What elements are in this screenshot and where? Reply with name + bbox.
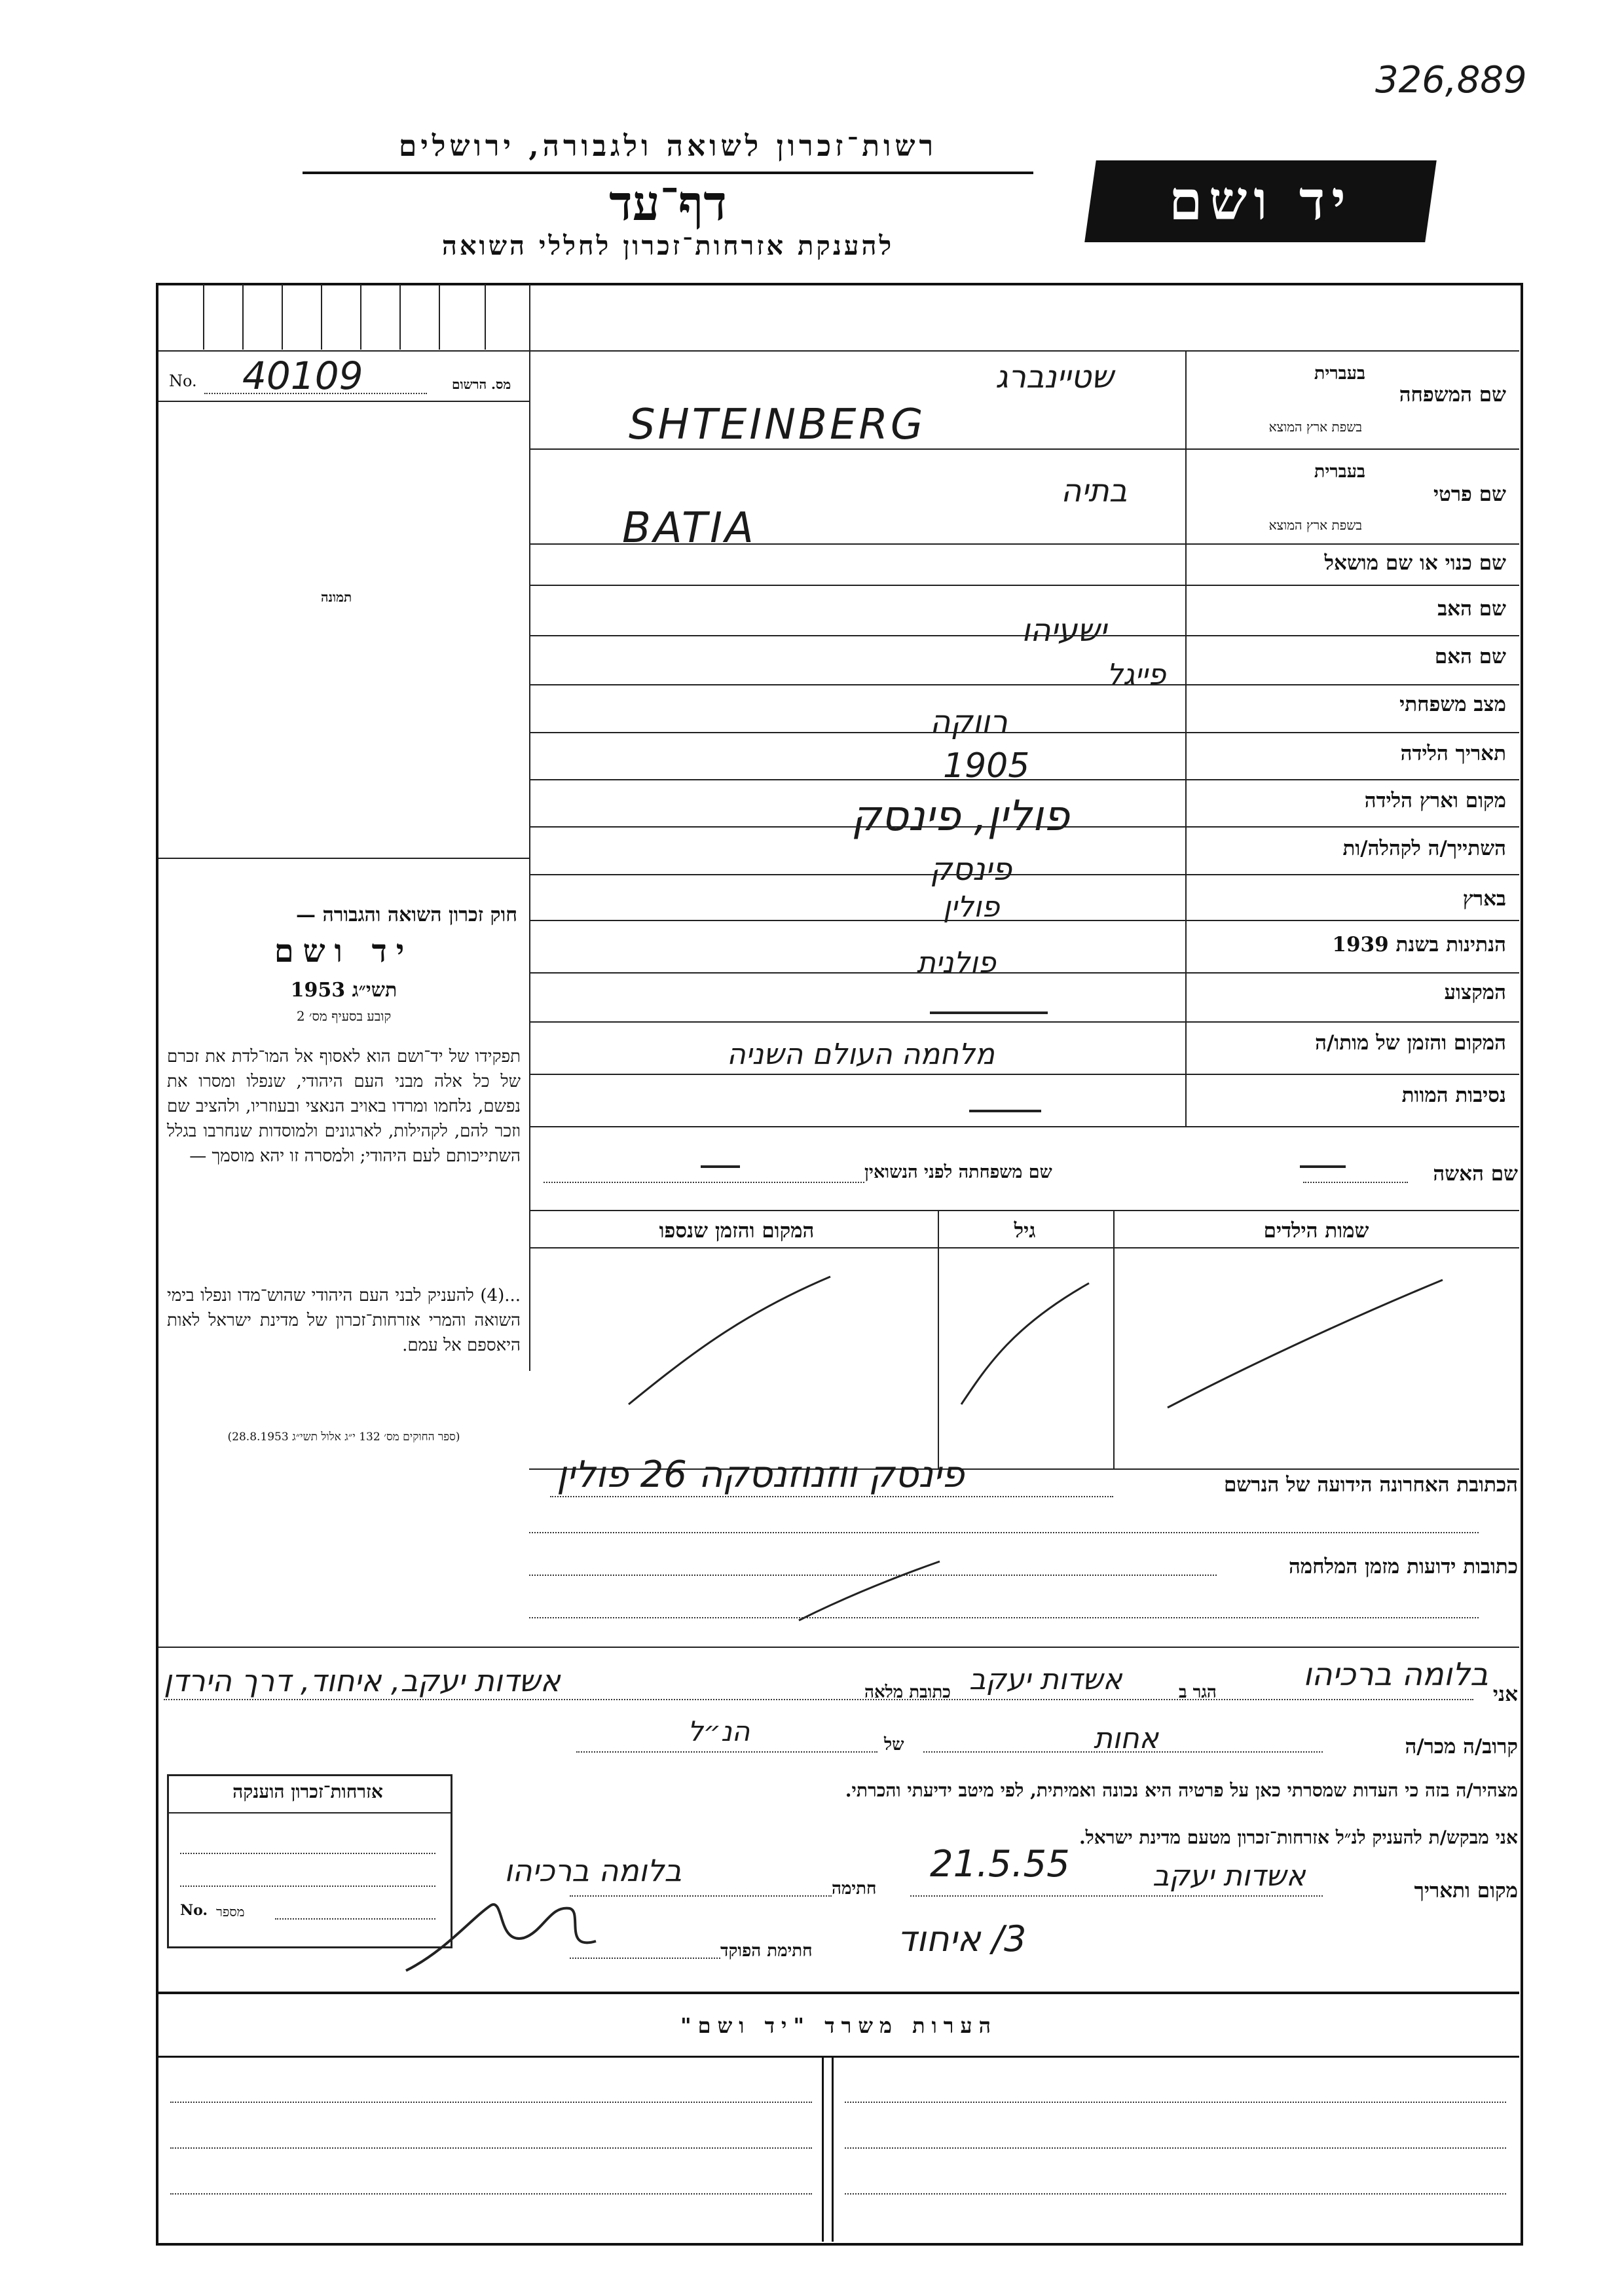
birth-date-value: 1905	[943, 746, 1030, 786]
law-para2: ...(4) להעניק לבני העם היהודי שהוש־מדו ונפלו בימי השואה והמרי אזרחות־זכרון של מדינת ישראל לאות היאספם אל עמם.	[167, 1286, 521, 1355]
registration-heb-label: מס. הרשום	[452, 376, 511, 392]
declarant-i-label: אני	[1492, 1683, 1518, 1706]
family-name-label: שם המשפחה	[1399, 383, 1506, 407]
father-label: שם האב	[1437, 597, 1506, 621]
family-name-hebrew: שטיינברג	[995, 359, 1114, 395]
statement-1: מצהיר/ה בזה כי העדות שמסרתי כאן על פרטיה היא נכונה ואמיתית, לפי מיטב ידיעתי והכרתי.	[845, 1779, 1518, 1801]
photo-label: תמונה	[321, 589, 352, 605]
declarant-resident-label: הגר ב	[1179, 1683, 1217, 1702]
last-address-label: הכתובת האחרונה הידועה של הנרשם	[1223, 1473, 1518, 1497]
community-value: פינסק	[930, 851, 1012, 888]
declarant-address-label: כתובת מלאה	[864, 1683, 951, 1702]
citizenship-box-no: No.	[180, 1902, 208, 1919]
law-source: (ספר החוקים מס׳ 132 י״ג אלול תשי״ג 28.8.1953)	[227, 1430, 460, 1444]
birth-date-label: תאריך הלידה	[1400, 742, 1506, 765]
first-name-origin: BATIA	[622, 504, 756, 553]
death-place-label: המקום והזמן של מותו/ה	[1315, 1031, 1506, 1055]
citizenship-box-title: אזרחות־זכרון הוענקה	[232, 1781, 383, 1802]
registration-no-label: No.	[169, 372, 197, 390]
authority-title: רשות־זכרון לשואה ולגבורה, ירושלים	[398, 130, 938, 163]
citizenship-box-number-label: מספר	[216, 1904, 245, 1920]
notes-title: הערות משרד "יד ושם"	[680, 2013, 998, 2038]
children-strikeouts	[529, 1247, 1519, 1468]
last-address-value: פינסק ווזנוזנסקה 26 פולין	[557, 1453, 965, 1496]
relative-label: קרוב/ה מכר/ה	[1405, 1735, 1518, 1758]
citizenship-label: הנתינות בשנת 1939	[1332, 933, 1506, 957]
country-label: בארץ	[1462, 887, 1506, 911]
logo-text: יד ושם	[1169, 170, 1352, 232]
mother-value: פייגל	[1107, 658, 1166, 691]
law-name: יד ושם	[274, 933, 414, 970]
father-value: ישעיהו	[1022, 612, 1107, 649]
war-addresses-strikeout	[786, 1552, 956, 1630]
family-name-origin-label: בשפת ארץ המוצא	[1268, 419, 1362, 435]
wife-label: שם האשה	[1433, 1162, 1518, 1186]
community-label: השתייך/ה לקהלה/ות	[1342, 837, 1506, 860]
officer-value: 3/ איחוד	[897, 1918, 1027, 1959]
form-title: דף־עד	[609, 175, 727, 232]
nickname-label: שם כנוי או שם מושאל	[1324, 551, 1506, 575]
marital-label: מצב משפחתי	[1399, 693, 1506, 716]
of-value: הנ״ל	[688, 1715, 750, 1747]
citizenship-value: פולנית	[917, 946, 996, 979]
law-year: תשי״ג 1953	[290, 979, 397, 1002]
children-place-header: המקום והזמן שנספו	[659, 1219, 815, 1243]
mother-label: שם האם	[1434, 645, 1506, 668]
marital-value: רווקה	[930, 704, 1008, 740]
children-names-header: שמות הילדים	[1263, 1219, 1369, 1243]
law-title: חוק זכרון השואה והגבורה —	[296, 903, 517, 926]
signature-label: חתימה	[832, 1879, 877, 1899]
first-name-origin-label: בשפת ארץ המוצא	[1268, 517, 1362, 533]
profession-label: המקצוע	[1444, 981, 1506, 1004]
law-clause: קובע בסעיף מס׳ 2	[296, 1008, 392, 1024]
family-name-hebrew-label: בעברית	[1314, 363, 1365, 384]
first-name-label: שם פרטי	[1433, 483, 1506, 506]
country-value: פולין	[943, 890, 1000, 924]
statement-2: אני מבקש/ת להעניק לנ״ל אזרחות־זכרון מטעם מדינת ישראל.	[1079, 1827, 1518, 1848]
form-subtitle: להענקת אזרחות־זכרון לחללי השואה	[441, 230, 895, 261]
place-value: אשדות יעקב	[1153, 1859, 1306, 1893]
wife-maiden-label: שם משפחתה לפני הנשואין	[864, 1162, 1052, 1182]
declarant-city: אשדות יעקב	[969, 1663, 1122, 1696]
officer-signature-label: חתימת הפוקד	[720, 1941, 813, 1961]
date-value: 21.5.55	[930, 1843, 1070, 1886]
first-name-hebrew: בתיה	[1061, 473, 1128, 509]
place-date-label: מקום ותאריך	[1414, 1879, 1518, 1903]
registration-number: 40109	[242, 354, 363, 398]
death-place-value: מלחמה העולם השניה	[727, 1038, 995, 1071]
declarant-name: בלומה ברכיהו	[1303, 1656, 1488, 1693]
first-name-hebrew-label: בעברית	[1314, 462, 1365, 482]
birth-place-label: מקום וארץ הלידה	[1364, 789, 1506, 812]
war-addresses-label: כתובות ידועות מזמן המלחמה	[1288, 1555, 1518, 1578]
birth-place-value: פולין, פינסק	[851, 792, 1070, 841]
archive-number: 326,889	[1375, 59, 1527, 101]
children-age-header: גיל	[1014, 1219, 1036, 1243]
death-cause-label: נסיבות המוות	[1401, 1084, 1506, 1107]
of-label: של	[884, 1735, 904, 1755]
family-name-origin: SHTEINBERG	[629, 401, 926, 449]
signature-value: בלומה ברכיהו	[504, 1853, 682, 1888]
relation-value: אחות	[1094, 1722, 1159, 1755]
law-para1: תפקידו של יד־ושם הוא לאסוף אל המו־לדת את זכרם של כל אלה מבני העם היהודי, שנפלו ומסרו את נפשם, נלחמו ומרדו באויב הנאצי ובעוזריו, ולהציב שם וזכר להם, לקהילות, לארגונים ולמוסדות שנחרבו בגלל השתייכותם לעם היהודי; ולמסרה זו יהא מוסמך —	[167, 1047, 521, 1166]
declarant-address: אשדות יעקב, איחוד, דרך הירדן	[164, 1663, 561, 1698]
